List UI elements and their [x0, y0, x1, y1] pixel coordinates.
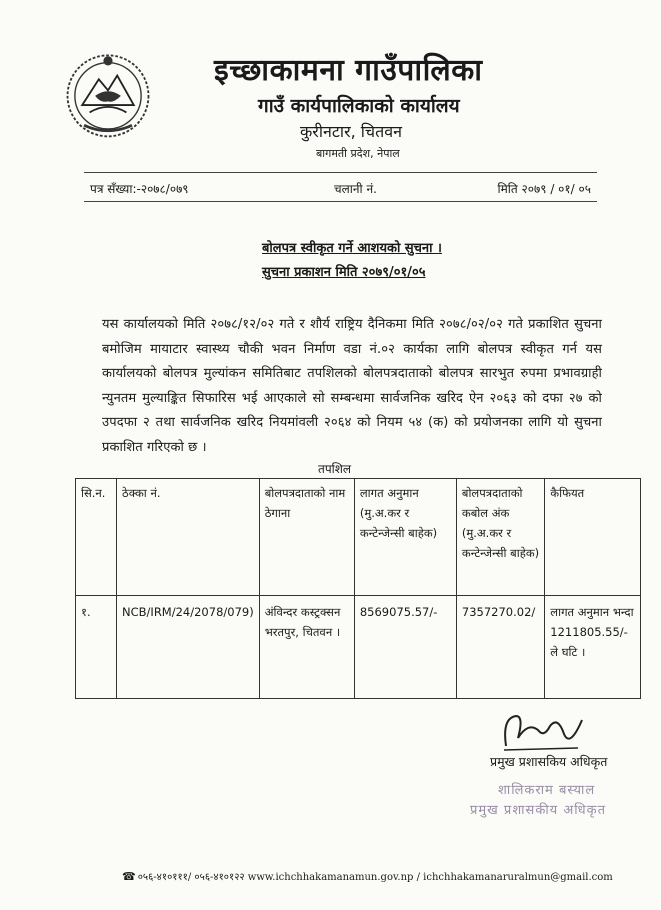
notice-subject: बोलपत्र स्वीकृत गर्ने आशयको सुचना ।: [262, 241, 442, 256]
table-row: [76, 596, 641, 699]
publish-date: सुचना प्रकाशन मिति २०७९/०१/०५: [262, 265, 426, 280]
header-bid-amount: बोलपत्रदाताको कबोल अंक (मु.अ.कर र कन्टेन्जेन्सी बाहेक): [456, 479, 544, 596]
organization-name: इच्छाकामना गाउँपालिका: [214, 53, 483, 88]
office-name: गाउँ कार्यपालिकाको कार्यालय: [258, 95, 460, 117]
cell-contract-no: NCB/IRM/24/2078/079): [117, 596, 260, 699]
header-remarks: कैफियत: [545, 479, 641, 596]
footer-contact: [122, 869, 613, 883]
cell-estimate: 8569075.57/-: [354, 596, 456, 699]
stamp-name: शालिकराम बस्याल: [498, 783, 596, 798]
stamp-title: प्रमुख प्रशासकीय अधिकृत: [470, 803, 607, 818]
footer-text: ०५६-४१०१११/ ०५६-४१०१२२ www.ichchhakamanamun.gov.np / ichchhakamanaruralmun@gmail.com: [137, 872, 613, 883]
reference-row: [84, 172, 597, 202]
divider: [84, 201, 597, 202]
cell-bid-amount: 7357270.02/: [456, 596, 544, 699]
government-emblem-icon: [62, 48, 154, 140]
header-bidder: बोलपत्रदाताको नाम ठेगाना: [259, 479, 354, 596]
province-name: बागमती प्रदेश, नेपाल: [316, 147, 400, 160]
dispatch-number: चलानी नं.: [334, 182, 377, 196]
table-header-row: [76, 479, 641, 596]
letter-date: मिति २०७९ / ०१/ ०५: [497, 182, 591, 196]
bid-table: [75, 478, 641, 699]
cell-serial: १.: [76, 596, 117, 699]
signatory-title: प्रमुख प्रशासकिय अधिकृत: [490, 754, 608, 769]
office-address: कुरीनटार, चितवन: [300, 122, 402, 141]
cell-bidder: अंविन्दर कस्ट्रक्सन भरतपुर, चितवन ।: [259, 596, 354, 699]
table-caption: तपशिल: [318, 462, 352, 476]
telephone-icon: ☎: [122, 870, 136, 883]
notice-body: यस कार्यालयको मिति २०७८/१२/०२ गते र शौर्य राष्ट्रिय दैनिकमा मिति २०७८/०२/०२ गते प्रकाशित सुचना बमोजिम मायाटार स्वास्थ्य चौकी भवन निर्माण वडा नं.०२ कार्यका लागि बोलपत्र स्वीकृत गर्न यस कार्यालयको बोलपत्र मुल्यांकन समितिबाट तपशिलको बोलपत्रदाताको बोलपत्र सारभुत रुपमा प्रभावग्राही न्युनतम मुल्याङ्कित सिफारिस भई आएकाले सो सम्बन्धमा सार्वजनिक खरिद ऐन २०६३ को दफा २७ को उपदफा २ तथा सार्वजनिक खरिद नियमांवली २०६४ को नियम ५४ (क) को प्रयोजनका लागि यो सुचना प्रकाशित गरिएको छ ।: [102, 317, 602, 455]
cell-remarks: लागत अनुमान भन्दा 1211805.55/- ले घटि ।: [545, 596, 641, 699]
signature-mark: [498, 708, 590, 756]
divider: [84, 172, 597, 173]
header-estimate: लागत अनुमान (मु.अ.कर र कन्टेन्जेन्सी बाहेक): [354, 479, 456, 596]
header-serial: सि.न.: [76, 479, 117, 596]
header-contract-no: ठेक्का नं.: [117, 479, 260, 596]
reference-number: पत्र सँख्या:-२०७८/०७९: [90, 182, 189, 196]
